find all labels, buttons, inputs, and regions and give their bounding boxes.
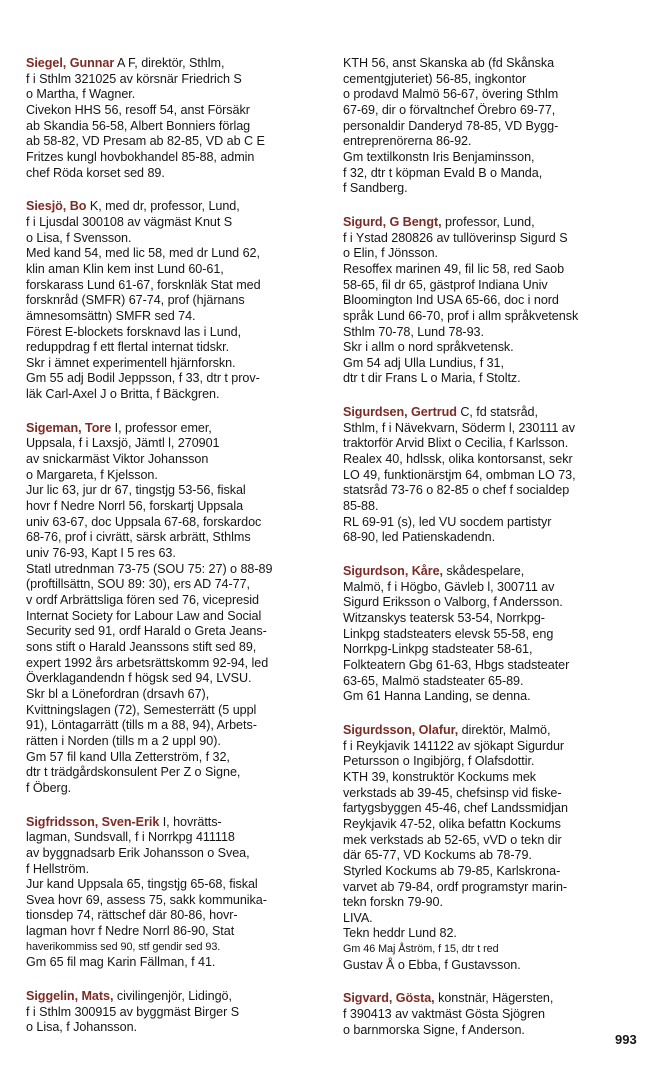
entry-text: reduppdrag f ett flertal internat tidskr. [26, 340, 230, 355]
entry-line [343, 801, 647, 817]
entry-line [343, 627, 647, 643]
entry-line [26, 452, 322, 468]
entry-line [343, 356, 647, 372]
entry-text: Gm 65 fil mag Karin Fällman, f 41. [26, 955, 216, 970]
entry-text: o prodavd Malmö 56-67, övering Sthlm [343, 87, 559, 102]
entry-line [343, 880, 647, 896]
entry-line [343, 499, 647, 515]
entry-line [26, 1005, 322, 1021]
entry-line [26, 908, 322, 924]
entry-text: Norrkpg-Linkpg stadsteater 58-61, [343, 642, 533, 657]
entry-text: där 65-77, VD Kockums ab 78-79. [343, 848, 532, 863]
entry-text: I, professor emer, [114, 420, 212, 435]
entry-text: 58-65, fil dr 65, gästprof Indiana Univ [343, 277, 548, 292]
entry-line [26, 877, 322, 893]
entry-text: Skr i allm o nord språkvetensk. [343, 340, 514, 355]
entry-line [26, 134, 322, 150]
entry-line [343, 371, 647, 387]
entry-line [26, 166, 322, 182]
biography-entry [343, 991, 647, 1038]
entry-line [26, 499, 322, 515]
entry-text: cementgjuteriet) 56-85, ingkontor [343, 71, 527, 86]
entry-line [26, 815, 322, 831]
entry-text: 68-90, led Patienskadendn. [343, 530, 496, 545]
entry-text: f i Reykjavik 141122 av sjökapt Sigurdur [343, 738, 565, 753]
entry-text: av snickarmäst Viktor Johansson [26, 452, 209, 467]
entry-name: Siesjö, Bo [26, 199, 87, 214]
entry-line [26, 293, 322, 309]
entry-line [343, 278, 647, 294]
entry-line [343, 56, 647, 72]
entry-line [26, 765, 322, 781]
biography-entry [343, 723, 647, 974]
entry-line [343, 530, 647, 546]
entry-text: f i Sthlm 300915 av byggmäst Birger S [26, 1004, 240, 1019]
entry-text: Jur kand Uppsala 65, tingstjg 65-68, fiskal [26, 877, 258, 892]
entry-text: Sthlm, f i Nävekvarn, Söderm l, 230111 av [343, 420, 575, 435]
entry-line [26, 1020, 322, 1036]
entry-text: KTH 56, anst Skanska ab (fd Skånska [343, 56, 555, 70]
entry-text: K, med dr, professor, Lund, [89, 199, 240, 214]
entry-text: verkstads ab 39-45, chefsinsp vid fiske- [343, 785, 562, 800]
entry-line [26, 340, 322, 356]
biography-entry [26, 199, 322, 403]
entry-text: Malmö, f i Högbo, Gävleb l, 300711 av [343, 579, 555, 594]
page-number: 993 [615, 1032, 637, 1047]
entry-text: f i Ystad 280826 av tullöverinsp Sigurd S [343, 230, 568, 245]
entry-text: konstnär, Hägersten, [438, 991, 554, 1006]
entry-text: Uppsala, f i Laxsjö, Jämtl l, 270901 [26, 436, 220, 451]
entry-text: personaldir Danderyd 78-85, VD Bygg- [343, 118, 559, 133]
entry-line [26, 893, 322, 909]
entry-name: Sigvard, Gösta, [343, 991, 435, 1006]
entry-line [343, 468, 647, 484]
entry-text: hovr f Nedre Norrl 56, forskartj Uppsala [26, 499, 244, 514]
entry-text: Statl utrednman 73-75 (SOU 75: 27) o 88-89 [26, 561, 273, 576]
entry-text: o barnmorska Signe, f Anderson. [343, 1022, 525, 1037]
entry-line [343, 958, 647, 974]
entry-text: Styrled Kockums ab 79-85, Karlskrona- [343, 863, 561, 878]
entry-text: Security sed 91, ordf Harald o Greta Jeans- [26, 624, 267, 639]
entry-text: LIVA. [343, 910, 373, 925]
entry-line [343, 246, 647, 262]
right-column [343, 56, 647, 1056]
entry-text: entreprenörerna 86-92. [343, 134, 472, 149]
entry-text: 68-76, prof i civrätt, särsk arbrätt, Sthlms [26, 530, 251, 545]
entry-text: f Sandberg. [343, 181, 408, 196]
entry-line [343, 134, 647, 150]
entry-text: dtr t dir Frans L o Maria, f Stoltz. [343, 371, 521, 386]
entry-line [343, 483, 647, 499]
entry-line [343, 991, 647, 1007]
entry-text: Bloomington Ind USA 65-66, doc i nord [343, 293, 559, 308]
entry-line [26, 924, 322, 940]
entry-text: 63-65, Malmö stadsteater 65-89. [343, 673, 524, 688]
entry-line [343, 564, 647, 580]
entry-line [343, 770, 647, 786]
entry-line [343, 786, 647, 802]
entry-line [343, 262, 647, 278]
entry-text: Svea hovr 69, assess 75, sakk kommunika- [26, 892, 267, 907]
entry-line [26, 656, 322, 672]
entry-line [343, 309, 647, 325]
entry-line [343, 421, 647, 437]
entry-line [343, 674, 647, 690]
entry-text: Fritzes kungl hovbokhandel 85-88, admin [26, 149, 255, 164]
entry-text: Gm 54 adj Ulla Lundius, f 31, [343, 355, 504, 370]
entry-text: skådespelare, [446, 564, 525, 579]
entry-line [343, 181, 647, 197]
entry-text: f i Sthlm 321025 av körsnär Friedrich S [26, 71, 242, 86]
entry-text: Sthlm 70-78, Lund 78-93. [343, 324, 484, 339]
entry-text: språk Lund 66-70, prof i allm språkvetensk [343, 308, 579, 323]
entry-text: Tekn heddr Lund 82. [343, 926, 457, 941]
entry-line [343, 833, 647, 849]
entry-text: professor, Lund, [445, 214, 535, 229]
entry-text: fartygsbyggen 45-46, chef Landssmidjan [343, 801, 568, 816]
entry-text: ab 58-82, VD Presam ab 82-85, VD ab C E [26, 134, 265, 149]
entry-line [343, 215, 647, 231]
entry-name: Siggelin, Mats, [26, 989, 114, 1004]
entry-text: lagman, Sundsvall, f i Norrkpg 411118 [26, 830, 235, 845]
entry-line [343, 231, 647, 247]
entry-line [343, 611, 647, 627]
entry-line [343, 436, 647, 452]
entry-text: mek verkstads ab 52-65, vVD o tekn dir [343, 832, 562, 847]
biography-entry [343, 215, 647, 387]
entry-text: (proftillsättn, SOU 89: 30), ers AD 74-77, [26, 577, 250, 592]
entry-text: f Hellström. [26, 861, 90, 876]
entry-text: LO 49, funktionärstjm 64, ombman LO 73, [343, 467, 576, 482]
entry-text: tionsdep 74, rättschef där 80-86, hovr- [26, 908, 238, 923]
entry-text: Reykjavik 47-52, olika befattn Kockums [343, 816, 561, 831]
entry-text: Jur lic 63, jur dr 67, tingstjg 53-56, fiskal [26, 483, 246, 498]
entry-text: Gm textilkonstn Iris Benjaminsson, [343, 149, 535, 164]
entry-line [26, 421, 322, 437]
entry-line [343, 405, 647, 421]
entry-line [343, 452, 647, 468]
entry-text: lagman hovr f Nedre Norrl 86-90, Stat [26, 924, 235, 939]
entry-line [26, 989, 322, 1005]
entry-text: f 32, dtr t köpman Evald B o Manda, [343, 165, 543, 180]
entry-line [26, 530, 322, 546]
entry-name: Sigurdsen, Gertrud [343, 405, 457, 420]
entry-text: o Martha, f Wagner. [26, 87, 136, 102]
entry-text: 67-69, dir o förvaltnchef Örebro 69-77, [343, 102, 556, 117]
entry-line [26, 246, 322, 262]
entry-text: direktör, Malmö, [461, 722, 551, 737]
entry-text: chef Röda korset sed 89. [26, 165, 165, 180]
entry-line [26, 671, 322, 687]
entry-line [26, 703, 322, 719]
entry-line [343, 642, 647, 658]
biography-entry [26, 421, 322, 797]
entry-line [26, 781, 322, 797]
entry-text: univ 76-93, Kapt I 5 res 63. [26, 546, 176, 561]
entry-text: Internat Society for Labour Law and Social [26, 608, 262, 623]
entry-name: Sigurdson, Kåre, [343, 564, 443, 579]
entry-text: o Lisa, f Svensson. [26, 230, 132, 245]
entry-name: Siegel, Gunnar [26, 56, 115, 70]
entry-name: Sigurd, G Bengt, [343, 214, 442, 229]
entry-text: Förest E-blockets forsknavd las i Lund, [26, 324, 242, 339]
entry-text: Överklagandendn f högsk sed 94, LVSU. [26, 671, 252, 686]
entry-line [26, 830, 322, 846]
entry-line [26, 546, 322, 562]
entry-text: Civekon HHS 56, resoff 54, anst Försäkr [26, 102, 250, 117]
entry-text: Realex 40, hdlssk, olika kontorsanst, sekr [343, 452, 573, 467]
entry-line [343, 166, 647, 182]
entry-line [343, 754, 647, 770]
entry-text: RL 69-91 (s), led VU socdem partistyr [343, 514, 552, 529]
entry-line [343, 926, 647, 942]
entry-line [26, 371, 322, 387]
entry-line [343, 119, 647, 135]
biography-entry [26, 815, 322, 972]
entry-text: univ 63-67, doc Uppsala 67-68, forskardoc [26, 514, 262, 529]
biography-entry [343, 564, 647, 705]
entry-text: rätten i Norden (tills m a 2 uppl 90). [26, 733, 221, 748]
entry-line [343, 1023, 647, 1039]
entry-line [26, 262, 322, 278]
entry-text: Gm 57 fil kand Ulla Zetterström, f 32, [26, 749, 230, 764]
entry-text: expert 1992 års arbetsrättskomm 92-94, led [26, 655, 269, 670]
entry-line [343, 848, 647, 864]
entry-line [26, 687, 322, 703]
entry-text: Linkpg stadsteaters elevsk 55-58, eng [343, 626, 554, 641]
entry-line [26, 609, 322, 625]
entry-line [343, 103, 647, 119]
biography-entry [343, 405, 647, 546]
entry-text: C, fd statsråd, [460, 405, 538, 420]
entry-text: av byggnadsarb Erik Johansson o Svea, [26, 845, 250, 860]
entry-line [343, 293, 647, 309]
entry-text: dtr t trädgårdskonsulent Per Z o Signe, [26, 765, 241, 780]
entry-text: v ordf Arbrättsliga fören sed 76, vicepresid [26, 593, 260, 607]
entry-line [343, 580, 647, 596]
entry-line [343, 817, 647, 833]
entry-line [26, 72, 322, 88]
entry-line [26, 515, 322, 531]
entry-line [26, 562, 322, 578]
entry-text: Kvittningslagen (72), Semesterrätt (5 uppl [26, 702, 257, 717]
biography-entry [26, 56, 322, 181]
entry-text: f Öberg. [26, 780, 72, 795]
entry-line [26, 87, 322, 103]
entry-text: sons stift o Harald Jeanssons stift sed 89, [26, 639, 257, 654]
entry-text: f i Ljusdal 300108 av vägmäst Knut S [26, 214, 233, 229]
entry-text: forsknråd (SMFR) 67-74, prof (hjärnans [26, 293, 245, 308]
entry-line [26, 750, 322, 766]
entry-text: Gm 61 Hanna Landing, se denna. [343, 689, 531, 704]
entry-line [26, 150, 322, 166]
entry-text: Gustav Å o Ebba, f Gustavsson. [343, 957, 521, 972]
entry-line [343, 87, 647, 103]
entry-text: o Lisa, f Johansson. [26, 1020, 138, 1035]
entry-line [26, 593, 322, 609]
entry-text: 85-88. [343, 499, 379, 514]
entry-text: civilingenjör, Lidingö, [116, 989, 232, 1004]
left-column [26, 56, 322, 1054]
entry-name: Sigfridsson, Sven-Erik [26, 814, 160, 829]
entry-name: Sigurdsson, Olafur, [343, 722, 459, 737]
entry-line [26, 356, 322, 372]
entry-text: I, hovrätts- [162, 814, 222, 829]
entry-line [26, 278, 322, 294]
entry-line [343, 658, 647, 674]
entry-text: A F, direktör, Sthlm, [116, 56, 225, 70]
entry-line [26, 325, 322, 341]
entry-text: Witzanskys teatersk 53-54, Norrkpg- [343, 611, 545, 625]
entry-line [343, 340, 647, 356]
entry-line [343, 911, 647, 927]
entry-text: varvet ab 79-84, ordf programstyr marin- [343, 879, 568, 894]
entry-text: klin aman Klin kem inst Lund 60-61, [26, 261, 224, 276]
biography-entry [343, 56, 647, 197]
entry-text: o Elin, f Jönsson. [343, 246, 439, 261]
entry-name: Sigeman, Tore [26, 420, 112, 435]
entry-text: Folkteatern Gbg 61-63, Hbgs stadsteater [343, 657, 570, 672]
entry-text: Gm 46 Maj Åström, f 15, dtr t red [343, 943, 499, 956]
entry-line [26, 862, 322, 878]
biography-entry [26, 989, 322, 1036]
entry-text: läk Carl-Axel J o Britta, f Bäckgren. [26, 387, 220, 402]
entry-line [343, 72, 647, 88]
entry-text: traktorför Arvid Blixt o Cecilia, f Karlsson. [343, 436, 569, 451]
entry-line [343, 689, 647, 705]
entry-text: statsråd 73-76 o 82-85 o chef f socialdep [343, 483, 570, 498]
entry-line [343, 864, 647, 880]
entry-line [26, 734, 322, 750]
entry-line [26, 103, 322, 119]
entry-text: ämnesomsättn) SMFR sed 74. [26, 308, 196, 323]
entry-line [26, 577, 322, 593]
entry-line [26, 309, 322, 325]
entry-text: Skr i ämnet experimentell hjärnforskn. [26, 355, 236, 370]
entry-line [343, 942, 647, 958]
entry-line [343, 325, 647, 341]
entry-text: o Margareta, f Kjelsson. [26, 467, 158, 482]
entry-text: KTH 39, konstruktör Kockums mek [343, 769, 537, 784]
entry-line [26, 56, 322, 72]
entry-line [26, 387, 322, 403]
entry-text: forskarass Lund 61-67, forsknläk Stat med [26, 277, 261, 292]
entry-text: 91), Löntagarrätt (tills m a 88, 94), Arbets- [26, 718, 257, 733]
entry-line [26, 199, 322, 215]
entry-line [26, 624, 322, 640]
entry-line [343, 515, 647, 531]
entry-line [26, 215, 322, 231]
entry-text: haverikommiss sed 90, stf gendir sed 93. [26, 940, 221, 953]
entry-text: Med kand 54, med lic 58, med dr Lund 62, [26, 246, 260, 261]
entry-text: Resoffex marinen 49, fil lic 58, red Saob [343, 261, 565, 276]
entry-line [343, 150, 647, 166]
entry-line [26, 640, 322, 656]
entry-line [343, 1007, 647, 1023]
entry-text: Sigurd Eriksson o Valborg, f Andersson. [343, 595, 563, 610]
entry-line [343, 723, 647, 739]
entry-text: Petursson o Ingibjörg, f Olafsdottir. [343, 754, 535, 769]
entry-line [343, 895, 647, 911]
entry-text: ab Skandia 56-58, Albert Bonniers förlag [26, 118, 251, 133]
entry-text: tekn forskn 79-90. [343, 895, 443, 910]
entry-line [26, 483, 322, 499]
entry-line [26, 846, 322, 862]
entry-line [26, 955, 322, 971]
entry-line [343, 739, 647, 755]
entry-line [26, 940, 322, 956]
entry-line [26, 718, 322, 734]
entry-line [26, 436, 322, 452]
entry-text: Skr bl a Lönefordran (drsavh 67), [26, 686, 210, 701]
entry-line [26, 468, 322, 484]
entry-line [343, 595, 647, 611]
entry-text: Gm 55 adj Bodil Jeppsson, f 33, dtr t prov- [26, 371, 260, 386]
entry-line [26, 231, 322, 247]
entry-text: f 390413 av vaktmäst Gösta Sjögren [343, 1007, 546, 1022]
entry-line [26, 119, 322, 135]
